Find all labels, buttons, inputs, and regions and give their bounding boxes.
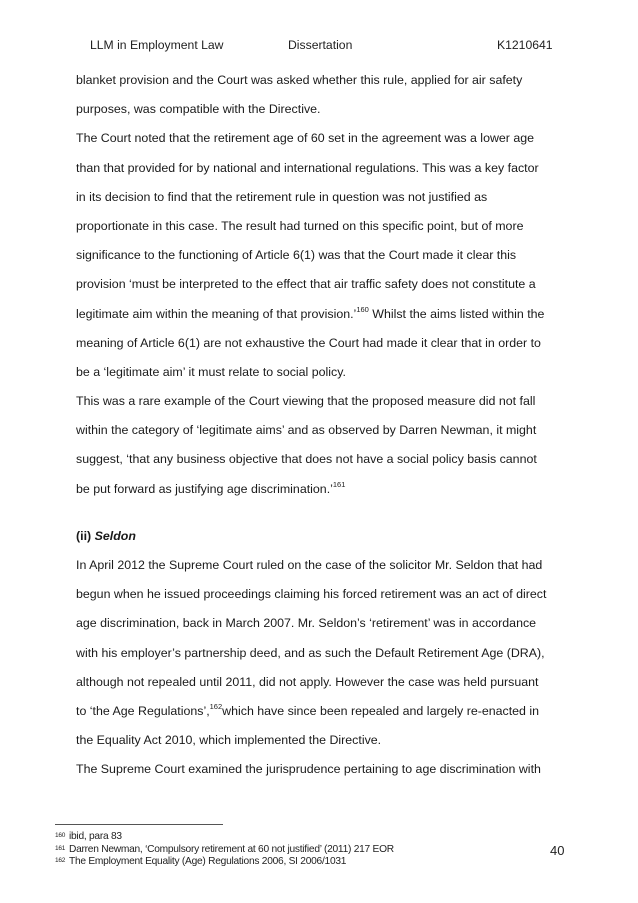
footnote [55, 830, 394, 843]
section-heading [76, 528, 576, 557]
footnote-ref-160: 160 [356, 304, 369, 314]
text-line: in its decision to find that the retirement rule in question was not justified as [76, 189, 488, 204]
page-header [0, 38, 638, 54]
header-document-type: Dissertation [288, 38, 353, 52]
footnote-ref-162: 162 [209, 701, 223, 711]
text-line: with his employer’s partnership deed, and as such the Default Retirement Age (DRA), [76, 645, 545, 660]
footnote-text: The Employment Equality (Age) Regulations 2006, SI 2006/1031 [69, 856, 347, 868]
body-text [76, 72, 576, 777]
text-span: which have since been repealed and largely re-enacted in [222, 703, 540, 718]
text-span: Whilst the aims listed within the [368, 306, 545, 321]
text-line: suggest, ‘that any business objective that does not have a social policy basis cannot [76, 452, 537, 467]
text-line: meaning of Article 6(1) are not exhaustive the Court had made it clear that in order to [76, 335, 541, 350]
text-line: begun when he issued proceedings claiming his forced retirement was an act of direct [76, 587, 547, 602]
footnote [55, 855, 394, 868]
text-line: proportionate in this case. The result had turned on this specific point, but of more [76, 218, 524, 233]
text-line: blanket provision and the Court was asked whether this rule, applied for air safety [76, 73, 523, 87]
footnotes [55, 830, 394, 868]
text-line: although not repealed until 2011, did not apply. However the case was held pursuant [76, 674, 539, 689]
heading-case-name: Seldon [94, 528, 136, 543]
text-line: the Equality Act 2010, which implemented the Directive. [76, 733, 382, 748]
text-span: be put forward as justifying age discrimination.’ [76, 481, 333, 496]
text-line [76, 306, 576, 335]
text-line: age discrimination, back in March 2007. Mr. Seldon’s ‘retirement’ was in accordance [76, 616, 537, 631]
text-line [76, 703, 576, 732]
header-course: LLM in Employment Law [90, 38, 224, 52]
text-line: significance to the functioning of Article 6(1) was that the Court made it clear this [76, 248, 517, 263]
footnote-text: ibid, para 83 [69, 831, 122, 842]
header-student-id: K1210641 [497, 38, 553, 52]
text-line: The Court noted that the retirement age of 60 set in the agreement was a lower age [76, 131, 535, 146]
footnote-separator [55, 824, 223, 825]
footnote-text: Darren Newman, ‘Compulsory retirement at 60 not justified’ (2011) 217 EOR [69, 843, 394, 855]
page-number: 40 [550, 843, 565, 858]
heading-number: (ii) [76, 528, 95, 543]
text-line: within the category of ‘legitimate aims’ and as observed by Darren Newman, it might [76, 423, 537, 438]
footnote-number: 161 [55, 844, 66, 852]
text-span: to ‘the Age Regulations’, [76, 703, 210, 718]
footnote [55, 843, 394, 856]
text-line: In April 2012 the Supreme Court ruled on the case of the solicitor Mr. Seldon that had [76, 558, 543, 572]
text-line: The Supreme Court examined the jurisprudence pertaining to age discrimination with [76, 762, 541, 777]
text-line: provision ‘must be interpreted to the effect that air traffic safety does not constitute a [76, 277, 536, 292]
text-line: than that provided for by national and international regulations. This was a key factor [76, 160, 539, 175]
text-line: purposes, was compatible with the Directive. [76, 102, 321, 117]
footnote-number: 160 [55, 832, 66, 839]
text-line [76, 481, 576, 510]
text-line: This was a rare example of the Court viewing that the proposed measure did not fall [76, 394, 536, 409]
footnote-ref-161: 161 [332, 479, 346, 489]
text-line: be a ‘legitimate aim’ it must relate to social policy. [76, 364, 346, 379]
text-span: legitimate aim within the meaning of that provision.’ [76, 306, 357, 321]
footnote-number: 162 [55, 857, 66, 865]
